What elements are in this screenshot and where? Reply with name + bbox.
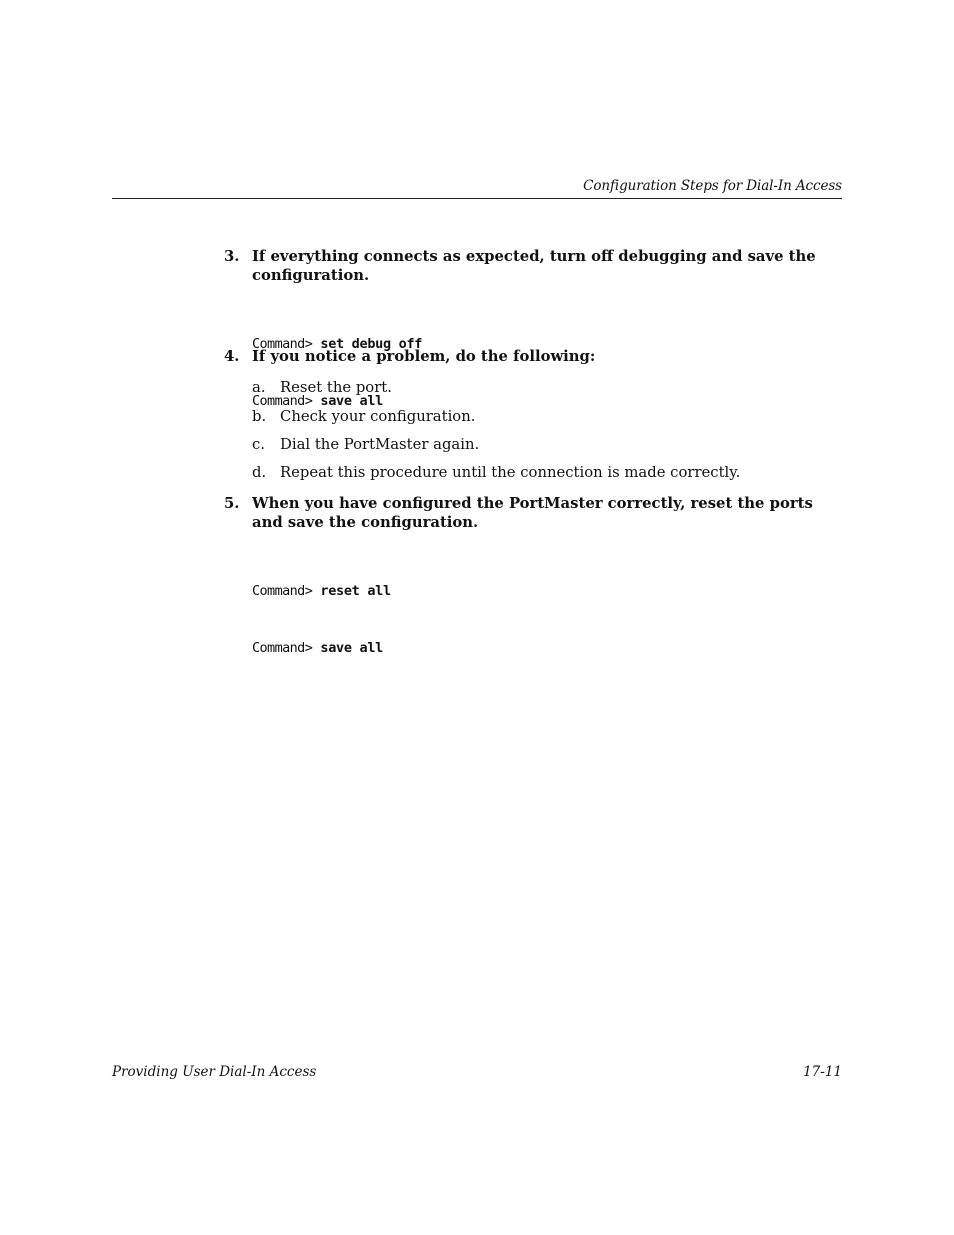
code-block-step-5 [252, 544, 391, 677]
step-number: 3. [224, 248, 240, 265]
command-text: set debug off [320, 336, 423, 352]
running-head: Configuration Steps for Dial-In Access [583, 178, 842, 194]
substep-letter: a. [252, 379, 266, 396]
command-text: reset all [320, 583, 391, 599]
step-text: If everything connects as expected, turn off debugging and save the configuration. [252, 248, 816, 284]
substep-c [252, 435, 479, 454]
step-5 [224, 494, 824, 532]
code-line [252, 582, 391, 601]
step-number: 5. [224, 495, 240, 512]
substep-letter: d. [252, 464, 267, 481]
footer-chapter-title: Providing User Dial-In Access [112, 1064, 317, 1080]
step-text: If you notice a problem, do the following: [252, 348, 596, 365]
substep-a [252, 378, 392, 397]
command-prompt: Command> [252, 583, 313, 599]
substep-letter: c. [252, 436, 265, 453]
code-line [252, 639, 391, 658]
substep-text: Reset the port. [280, 379, 392, 396]
substep-b [252, 407, 475, 426]
step-number: 4. [224, 348, 240, 365]
substep-d [252, 463, 740, 482]
footer-page-number: 17-11 [803, 1064, 842, 1080]
command-text: save all [320, 393, 383, 409]
substep-text: Repeat this procedure until the connection is made correctly. [280, 464, 741, 481]
command-prompt: Command> [252, 393, 313, 409]
step-4 [224, 347, 824, 366]
substep-text: Dial the PortMaster again. [280, 436, 480, 453]
command-prompt: Command> [252, 640, 313, 656]
substep-text: Check your configuration. [280, 408, 476, 425]
step-3 [224, 247, 824, 285]
step-text: When you have configured the PortMaster correctly, reset the ports and save the configuration. [252, 495, 813, 531]
header-rule [112, 198, 842, 199]
substep-letter: b. [252, 408, 267, 425]
command-prompt: Command> [252, 336, 313, 352]
command-text: save all [320, 640, 383, 656]
